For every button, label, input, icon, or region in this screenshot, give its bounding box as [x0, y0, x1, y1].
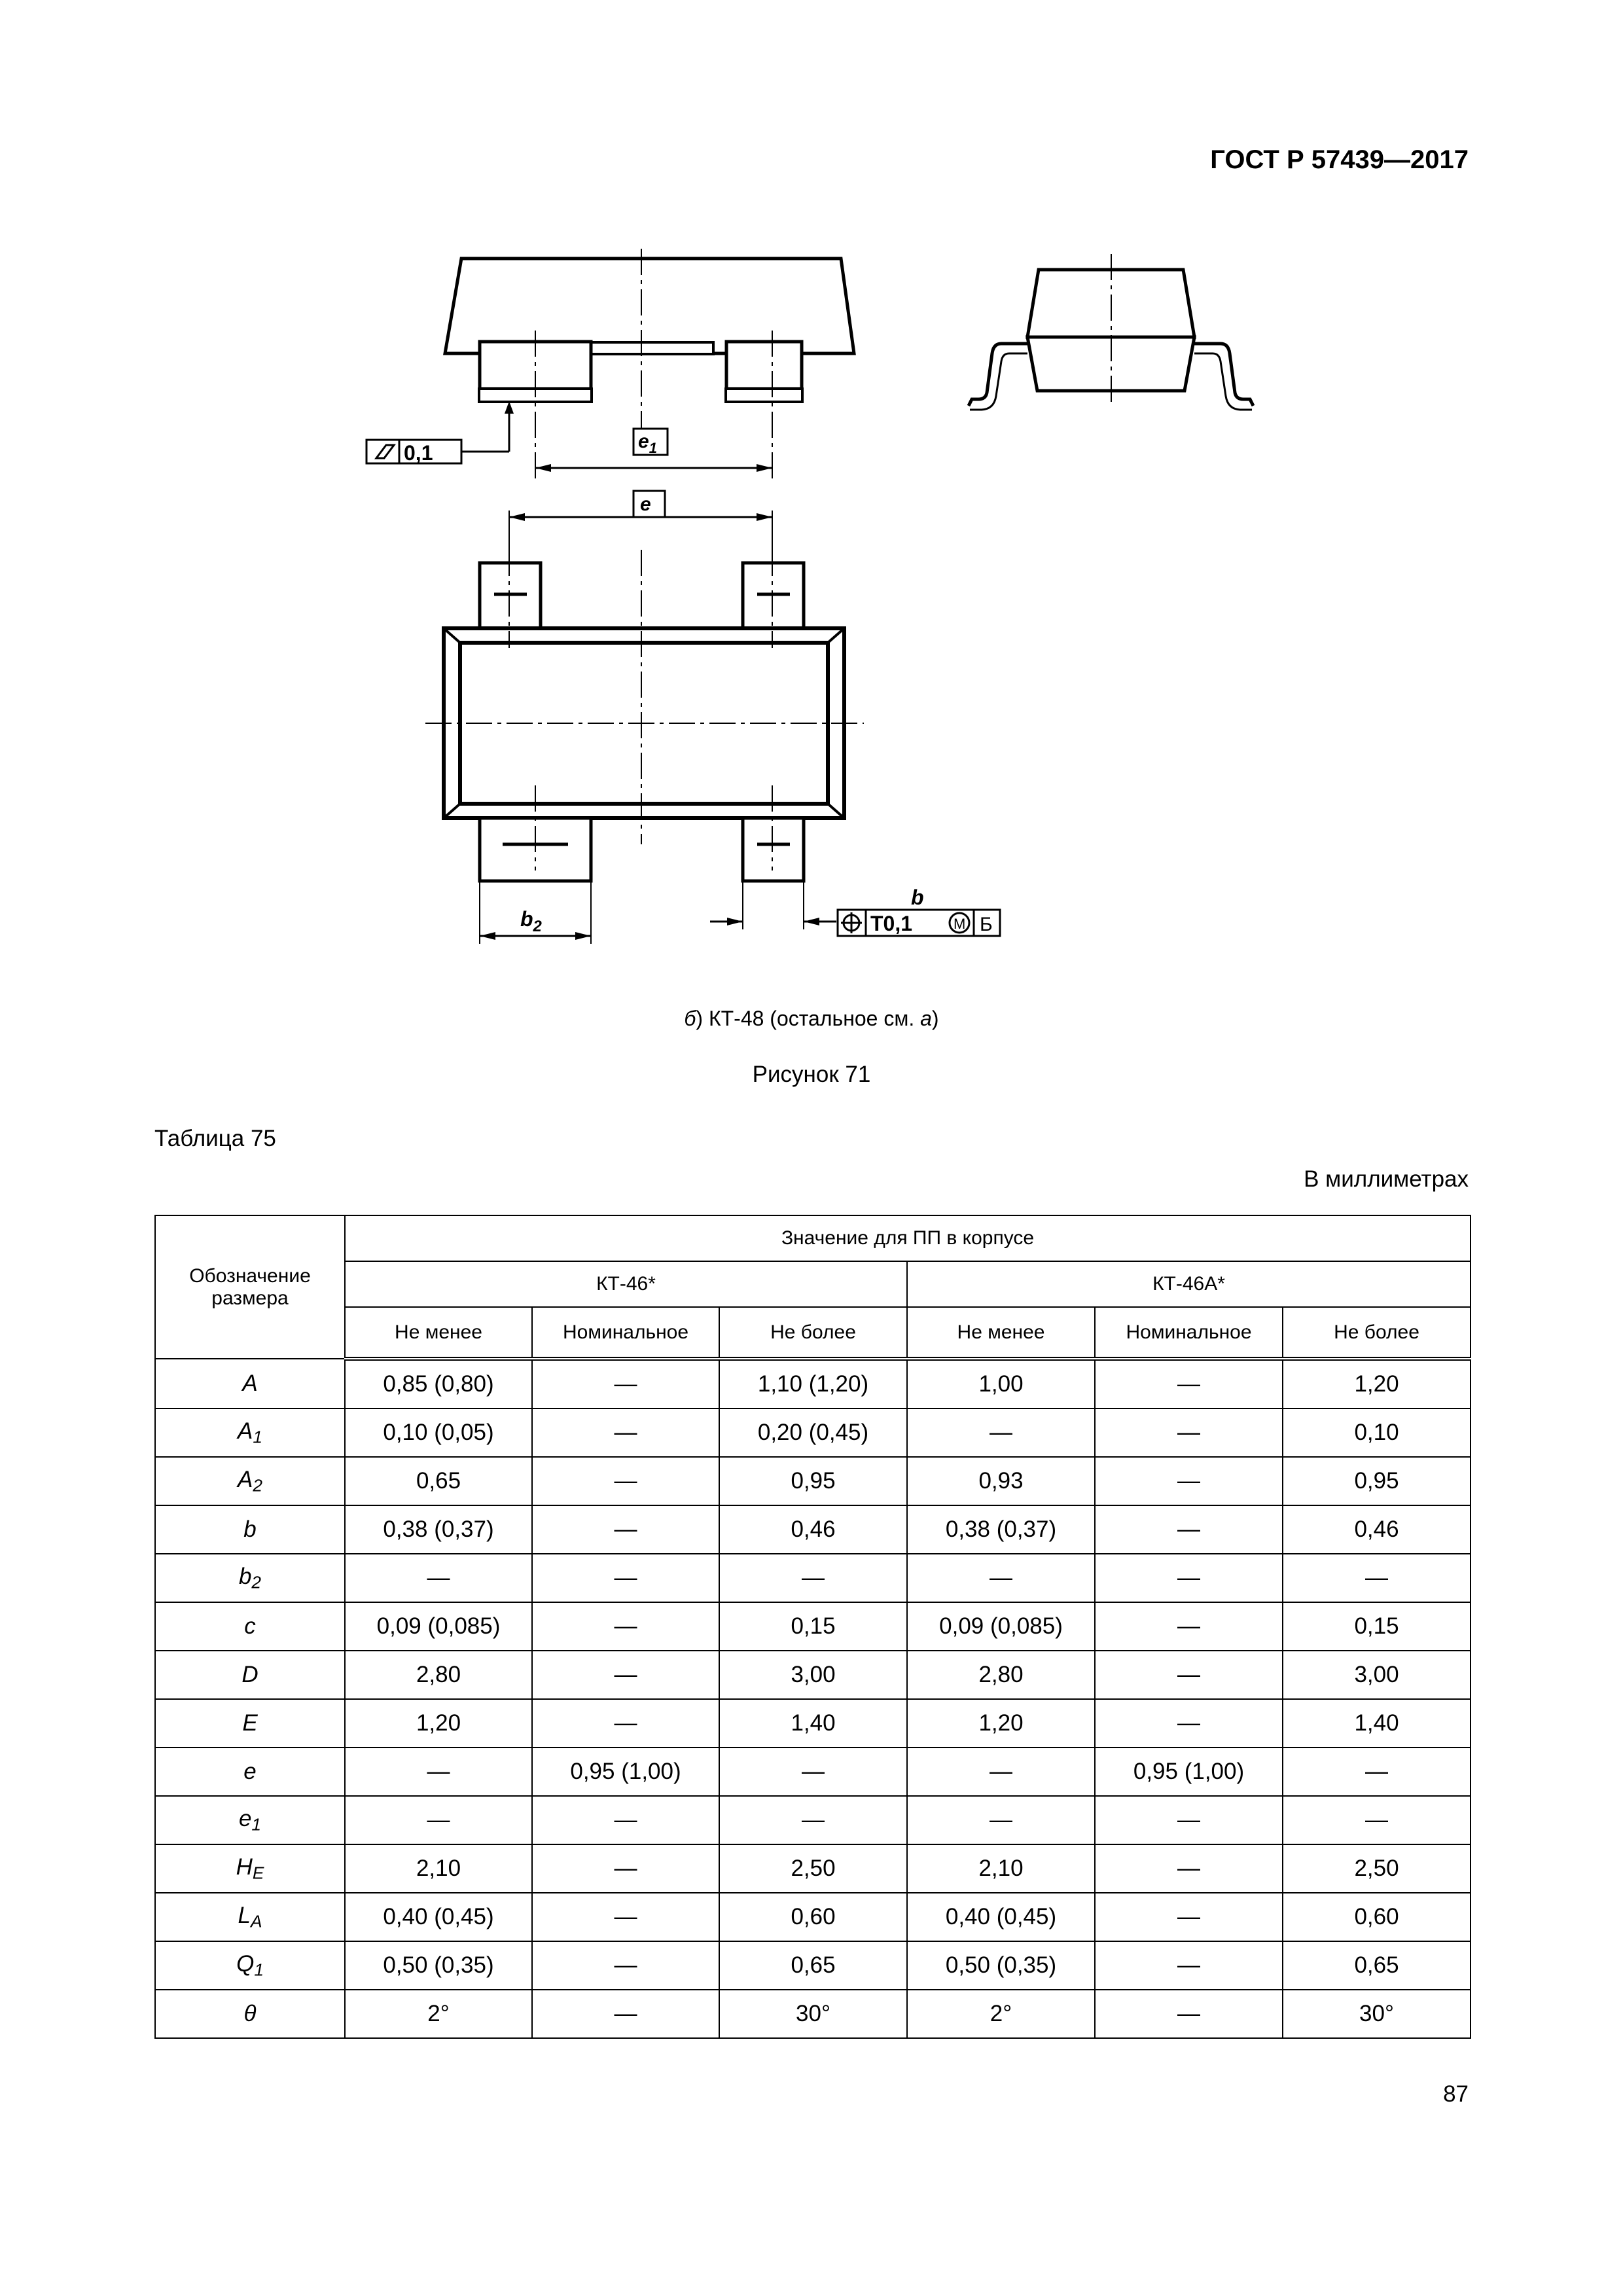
header-col: Номинальное: [532, 1307, 719, 1359]
table-cell: —: [532, 1457, 719, 1505]
table-cell: 2,10: [907, 1844, 1095, 1893]
dimension-symbol: c: [155, 1602, 345, 1651]
table-cell: —: [1283, 1748, 1471, 1796]
header-col: Не более: [719, 1307, 907, 1359]
header-group-kt46a: КТ-46А*: [907, 1261, 1471, 1307]
dimension-label-b: b: [911, 886, 924, 909]
dimension-symbol: $b_2$: [155, 1554, 345, 1602]
table-cell: —: [532, 1651, 719, 1699]
dimension-symbol: $e_1$: [155, 1796, 345, 1844]
page-number: 87: [1443, 2081, 1469, 2107]
table-cell: —: [907, 1796, 1095, 1844]
dimension-symbol: e: [155, 1748, 345, 1796]
table-cell: 0,46: [719, 1505, 907, 1554]
table-row: [155, 1554, 1471, 1602]
table-cell: —: [907, 1554, 1095, 1602]
table-cell: —: [1095, 1893, 1283, 1941]
table-cell: —: [1283, 1554, 1471, 1602]
table-row: [155, 1505, 1471, 1554]
table-cell: 0,65: [345, 1457, 532, 1505]
dimensions-table: [154, 1215, 1471, 2039]
table-cell: —: [1095, 1457, 1283, 1505]
header-value-group: Значение для ПП в корпусе: [345, 1215, 1471, 1261]
table-cell: 0,38 (0,37): [345, 1505, 532, 1554]
figure-caption: б) КТ-48 (остальное см. а): [684, 1007, 939, 1030]
table-cell: —: [1095, 1554, 1283, 1602]
table-row: [155, 1990, 1471, 2038]
table-cell: —: [1095, 1408, 1283, 1457]
table-cell: 1,20: [907, 1699, 1095, 1748]
table-cell: 0,95: [719, 1457, 907, 1505]
table-cell: —: [907, 1748, 1095, 1796]
figure-title: Рисунок 71: [752, 1062, 871, 1087]
table-cell: 0,85 (0,80): [345, 1359, 532, 1408]
dimension-symbol: A: [155, 1359, 345, 1408]
table-cell: 0,65: [719, 1941, 907, 1990]
document-number: ГОСТ Р 57439—2017: [1210, 145, 1469, 174]
table-cell: 0,10: [1283, 1408, 1471, 1457]
table-row: [155, 1651, 1471, 1699]
table-cell: 0,40 (0,45): [345, 1893, 532, 1941]
dimension-label-e1: e: [638, 431, 649, 452]
table-cell: —: [532, 1699, 719, 1748]
dimension-symbol: D: [155, 1651, 345, 1699]
table-cell: —: [532, 1796, 719, 1844]
table-cell: 0,15: [1283, 1602, 1471, 1651]
table-cell: 3,00: [719, 1651, 907, 1699]
table-cell: —: [532, 1844, 719, 1893]
table-cell: 1,10 (1,20): [719, 1359, 907, 1408]
table-cell: —: [719, 1796, 907, 1844]
table-cell: 30°: [719, 1990, 907, 2038]
table-cell: —: [1095, 1941, 1283, 1990]
table-row: [155, 1893, 1471, 1941]
table-cell: —: [532, 1408, 719, 1457]
table-cell: —: [1095, 1990, 1283, 2038]
table-cell: —: [532, 1602, 719, 1651]
table-cell: —: [719, 1554, 907, 1602]
dimension-symbol: $L_A$: [155, 1893, 345, 1941]
table-cell: 0,50 (0,35): [907, 1941, 1095, 1990]
dimension-symbol: $A_1$: [155, 1408, 345, 1457]
table-cell: 2,50: [719, 1844, 907, 1893]
table-cell: 1,40: [1283, 1699, 1471, 1748]
table-cell: 2,80: [907, 1651, 1095, 1699]
table-cell: 0,20 (0,45): [719, 1408, 907, 1457]
table-row: [155, 1941, 1471, 1990]
dimension-symbol: E: [155, 1699, 345, 1748]
table-cell: —: [532, 1359, 719, 1408]
table-cell: —: [532, 1941, 719, 1990]
dimension-label-b2: b: [520, 907, 533, 931]
table-cell: 1,00: [907, 1359, 1095, 1408]
table-cell: 30°: [1283, 1990, 1471, 2038]
table-cell: 0,93: [907, 1457, 1095, 1505]
table-cell: 0,09 (0,085): [907, 1602, 1095, 1651]
datum-label: Б: [980, 914, 993, 935]
table-cell: —: [1095, 1359, 1283, 1408]
position-tolerance-frame: [838, 910, 1000, 936]
table-cell: —: [1095, 1699, 1283, 1748]
table-cell: —: [1095, 1651, 1283, 1699]
table-row: [155, 1796, 1471, 1844]
table-cell: 0,95 (1,00): [532, 1748, 719, 1796]
material-modifier: M: [954, 916, 966, 932]
table-cell: —: [532, 1554, 719, 1602]
dimension-symbol: $H_E$: [155, 1844, 345, 1893]
table-cell: 0,09 (0,085): [345, 1602, 532, 1651]
table-cell: —: [1095, 1796, 1283, 1844]
table-cell: 0,50 (0,35): [345, 1941, 532, 1990]
table-cell: —: [1095, 1844, 1283, 1893]
svg-text:b2: $b_2$: [520, 907, 542, 935]
table-cell: 0,95: [1283, 1457, 1471, 1505]
table-cell: —: [345, 1748, 532, 1796]
table-row: [155, 1408, 1471, 1457]
table-cell: 2,80: [345, 1651, 532, 1699]
dimension-symbol: b: [155, 1505, 345, 1554]
table-cell: 3,00: [1283, 1651, 1471, 1699]
header-col: Не менее: [907, 1307, 1095, 1359]
table-cell: —: [1095, 1505, 1283, 1554]
flatness-value: 0,1: [404, 441, 433, 465]
table-row: [155, 1748, 1471, 1796]
table-cell: —: [532, 1990, 719, 2038]
table-cell: 2,10: [345, 1844, 532, 1893]
table-cell: 1,20: [345, 1699, 532, 1748]
table-cell: 0,60: [719, 1893, 907, 1941]
table-cell: —: [1095, 1602, 1283, 1651]
table-cell: —: [345, 1796, 532, 1844]
table-cell: 1,40: [719, 1699, 907, 1748]
header-group-kt46: КТ-46*: [345, 1261, 907, 1307]
table-cell: 0,10 (0,05): [345, 1408, 532, 1457]
table-cell: 2°: [907, 1990, 1095, 2038]
table-cell: 0,65: [1283, 1941, 1471, 1990]
table-cell: —: [532, 1505, 719, 1554]
table-cell: 0,38 (0,37): [907, 1505, 1095, 1554]
table-title: Таблица 75: [154, 1126, 276, 1151]
dimension-symbol: θ: [155, 1990, 345, 2038]
table-cell: 2,50: [1283, 1844, 1471, 1893]
table-cell: 0,95 (1,00): [1095, 1748, 1283, 1796]
table-units: В миллиметрах: [1304, 1166, 1469, 1192]
table-cell: 0,40 (0,45): [907, 1893, 1095, 1941]
header-col: Не более: [1283, 1307, 1471, 1359]
table-row: [155, 1844, 1471, 1893]
end-view: [969, 254, 1253, 410]
table-row: [155, 1359, 1471, 1408]
table-row: [155, 1602, 1471, 1651]
plan-view: [425, 511, 864, 944]
header-col: Не менее: [345, 1307, 532, 1359]
svg-text:e1: $e_1$: [638, 431, 657, 456]
table-cell: —: [907, 1408, 1095, 1457]
table-cell: 0,46: [1283, 1505, 1471, 1554]
dimension-label-e: e: [640, 493, 651, 515]
table-cell: —: [345, 1554, 532, 1602]
table-row: [155, 1699, 1471, 1748]
table-cell: 2°: [345, 1990, 532, 2038]
header-col: Номинальное: [1095, 1307, 1283, 1359]
position-tolerance-value: T0,1: [870, 912, 913, 935]
table-cell: —: [1283, 1796, 1471, 1844]
table-cell: 1,20: [1283, 1359, 1471, 1408]
table-cell: 0,60: [1283, 1893, 1471, 1941]
package-drawing: [340, 242, 1296, 975]
table-cell: 0,15: [719, 1602, 907, 1651]
dimension-symbol: $Q_1$: [155, 1941, 345, 1990]
table-cell: —: [532, 1893, 719, 1941]
dimension-symbol: $A_2$: [155, 1457, 345, 1505]
header-designation: Обозначение размера: [155, 1215, 345, 1359]
table-cell: —: [719, 1748, 907, 1796]
table-row: [155, 1457, 1471, 1505]
